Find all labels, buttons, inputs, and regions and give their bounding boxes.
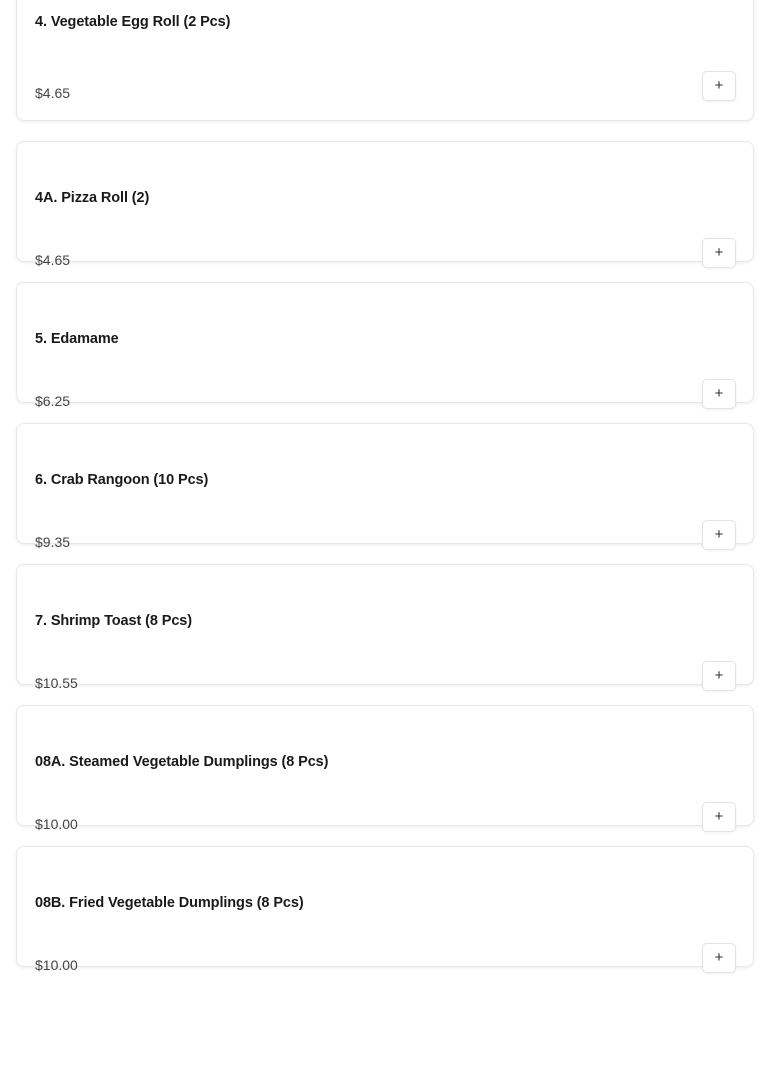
menu-item-price: $9.35 (35, 534, 71, 550)
add-item-button[interactable]: + (702, 943, 736, 973)
menu-item-name: 6. Crab Rangoon (10 Pcs) (35, 472, 209, 488)
menu-item-card[interactable] (16, 282, 754, 409)
menu-item-price: $10.00 (35, 957, 78, 973)
menu-item-card[interactable] (16, 423, 754, 550)
menu-item-name: 5. Edamame (35, 331, 119, 347)
menu-item-name: 4. Vegetable Egg Roll (2 Pcs) (35, 14, 231, 30)
menu-item-name: 08B. Fried Vegetable Dumplings (8 Pcs) (35, 895, 304, 911)
add-item-button[interactable]: + (702, 379, 736, 409)
menu-item-name: 08A. Steamed Vegetable Dumplings (8 Pcs) (35, 754, 329, 770)
add-item-button[interactable]: + (702, 661, 736, 691)
add-item-button[interactable]: + (702, 520, 736, 550)
menu-item-price: $6.25 (35, 393, 71, 409)
menu-item-price: $10.55 (35, 675, 78, 691)
add-item-button[interactable]: + (702, 802, 736, 832)
menu-item-name: 4A. Pizza Roll (2) (35, 190, 150, 206)
menu-item-card[interactable] (16, 846, 754, 973)
menu-item-price: $4.65 (35, 252, 71, 268)
menu-item-card[interactable] (16, 141, 754, 268)
menu-item-price: $10.00 (35, 816, 78, 832)
add-item-button[interactable]: + (702, 238, 736, 268)
menu-item-card[interactable] (16, 0, 754, 121)
menu-item-card[interactable] (16, 564, 754, 691)
add-item-button[interactable]: + (702, 71, 736, 101)
menu-item-price: $4.65 (35, 85, 71, 101)
menu-item-name: 7. Shrimp Toast (8 Pcs) (35, 613, 192, 629)
menu-item-card[interactable] (16, 705, 754, 832)
